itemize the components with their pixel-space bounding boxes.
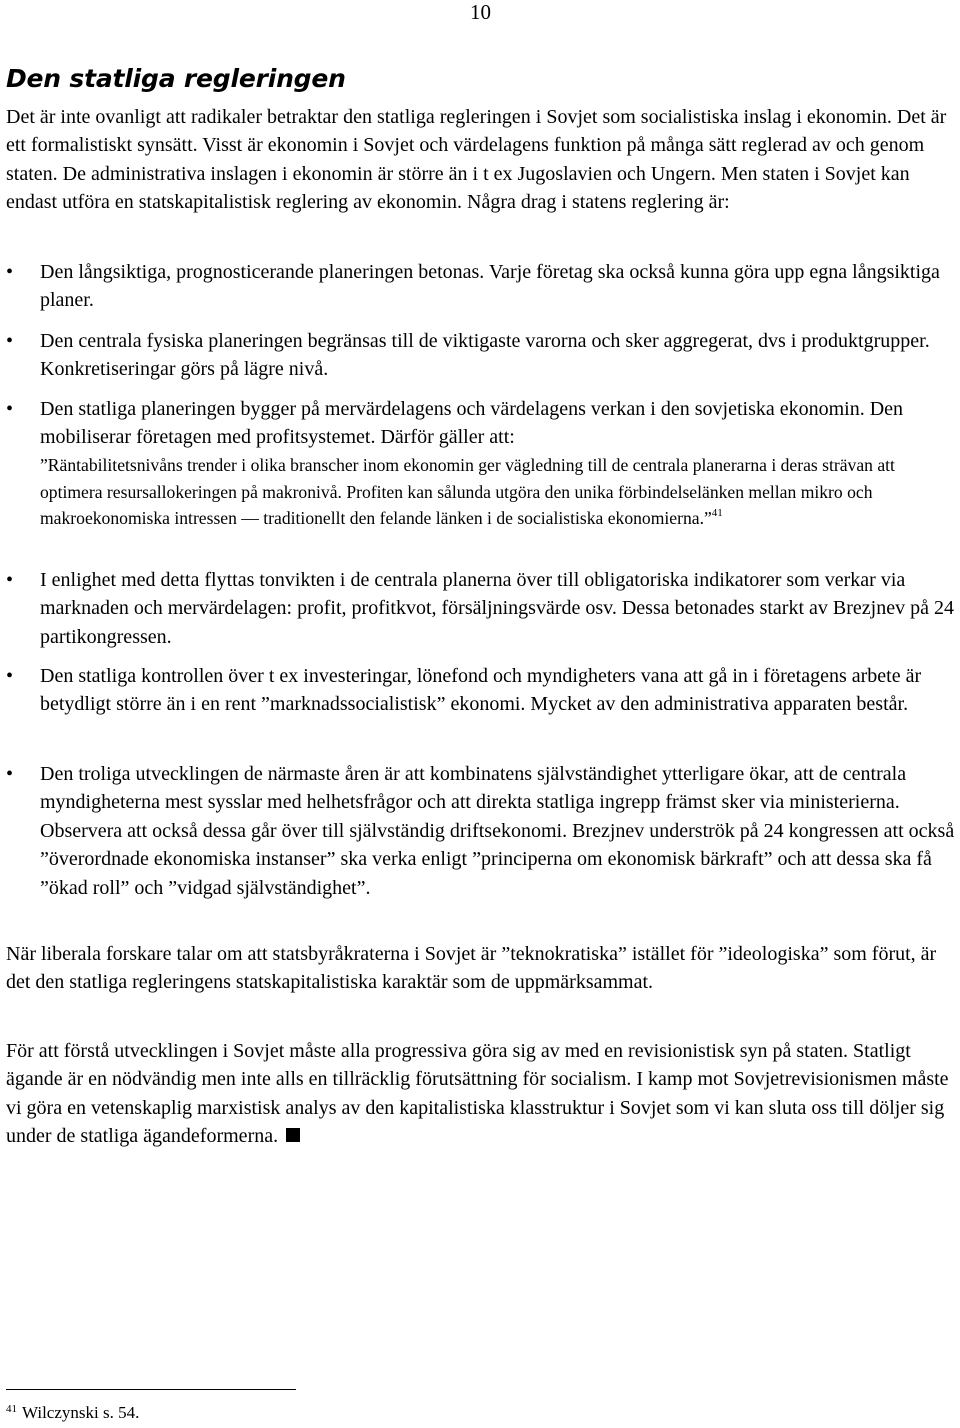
bullet-marker: • bbox=[6, 398, 14, 420]
footnote-divider bbox=[6, 1389, 296, 1390]
bullet-item-2 bbox=[6, 327, 956, 384]
intro-paragraph: Det är inte ovanligt att radikaler betraktar den statliga regleringen i Sovjet som socialistiska inslag i ekonomin. Det är ett formalistiskt synsätt. Visst är ekonomin i Sovjet och värdelagens funktion på många sätt reglerad av och genom staten. De administrativa inslagen i ekonomin är större än i t ex Jugoslavien och Ungern. Men staten i Sovjet kan endast utföra en statskapitalistisk reglering av ekonomin. Några drag i statens reglering är: bbox=[6, 106, 947, 214]
bullet-item-1 bbox=[6, 258, 956, 315]
bullet-marker: • bbox=[6, 569, 14, 591]
bullet-text: Den statliga planeringen bygger på mervärdelagens och värdelagens verkan i den sovjetiska ekonomin. Den mobiliserar företagen med profitsystemet. Därför gäller att: bbox=[40, 398, 904, 449]
bullet-item-5 bbox=[6, 662, 956, 719]
block-quote bbox=[40, 452, 956, 532]
page-number: 10 bbox=[470, 0, 491, 24]
bullet-marker: • bbox=[6, 330, 14, 352]
paragraph-final-text: För att förstå utvecklingen i Sovjet måste alla progressiva göra sig av med en revisionistisk syn på staten. Statligt ägande är en nödvändig men inte alls en tillräcklig förutsättning för socialism. I kamp mot Sovjetrevisionismen måste vi göra en vetenskaplig marxistisk analys av den kapitalistiska klasstruktur i Sovjet som vi kan sluta oss till döljer sig under de statliga ägandeformerna. bbox=[6, 1040, 949, 1148]
bullet-text: I enlighet med detta flyttas tonvikten i de centrala planerna över till obligatoriska indikatorer som verkar via marknaden och mervärdelagen: profit, profitkvot, försäljningsvärde osv. Dessa betonades starkt av Brezjnev på 24 partikongressen. bbox=[40, 569, 954, 648]
bullet-marker: • bbox=[6, 665, 14, 687]
paragraph-final bbox=[6, 1037, 956, 1151]
bullet-text: Den statliga kontrollen över t ex investeringar, lönefond och myndigheters vana att gå in i företagens arbete är betydligt större än i en rent ”marknadssocialistisk” ekonomi. Mycket av den administrativa apparaten består. bbox=[40, 665, 922, 716]
bullet-marker: • bbox=[6, 763, 14, 785]
bullet-marker: • bbox=[6, 261, 14, 283]
footnote-text: Wilczynski s. 54. bbox=[22, 1403, 140, 1422]
bullet-item-4 bbox=[6, 566, 956, 651]
section-heading: Den statliga regleringen bbox=[6, 64, 346, 93]
bullet-text: Den långsiktiga, prognosticerande planeringen betonas. Varje företag ska också kunna göra upp egna långsiktiga planer. bbox=[40, 261, 940, 312]
bullet-text: Den centrala fysiska planeringen begränsas till de viktigaste varorna och sker aggregerat, dvs i produktgrupper. Konkretiseringar görs på lägre nivå. bbox=[40, 330, 930, 381]
bullet-item-3 bbox=[6, 395, 956, 452]
bullet-item-6 bbox=[6, 760, 956, 902]
footnote-number: 41 bbox=[6, 1403, 17, 1415]
footnote bbox=[6, 1403, 139, 1423]
footnote-reference[interactable]: 41 bbox=[711, 507, 723, 519]
bullet-text: Den troliga utvecklingen de närmaste åren är att kombinatens självständighet ytterligare ökar, att de centrala myndigheterna mest sysslar med helhetsfrågor och att direkta statliga ingrepp främst sker via ministerierna. Observera att också dessa går över till självständig driftsekonomi. Brezjnev underströk på 24 kongressen att också ”överordnade ekonomiska instanser” ska verka enligt ”principerna om ekonomisk bärkraft” och att dessa ska få ”ökad roll” och ”vidgad självständighet”. bbox=[40, 763, 955, 899]
paragraph-liberal: När liberala forskare talar om att statsbyråkraterna i Sovjet är ”teknokratiska” istället för ”ideologiska” som förut, är det den statliga regleringens statskapitalistiska karaktär som de uppmärksammat. bbox=[6, 943, 937, 994]
end-mark-icon bbox=[286, 1128, 300, 1142]
quote-text: ”Räntabilitetsnivåns trender i olika branscher inom ekonomin ger vägledning till de centrala planerarna i deras strävan att optimera resursallokeringen på makronivå. Profiten kan sålunda utgöra den unika förbindelselänken mellan mikro och makroekonomiska intressen — traditionellt den felande länken i de socialistiska ekonomierna.” bbox=[40, 455, 895, 528]
